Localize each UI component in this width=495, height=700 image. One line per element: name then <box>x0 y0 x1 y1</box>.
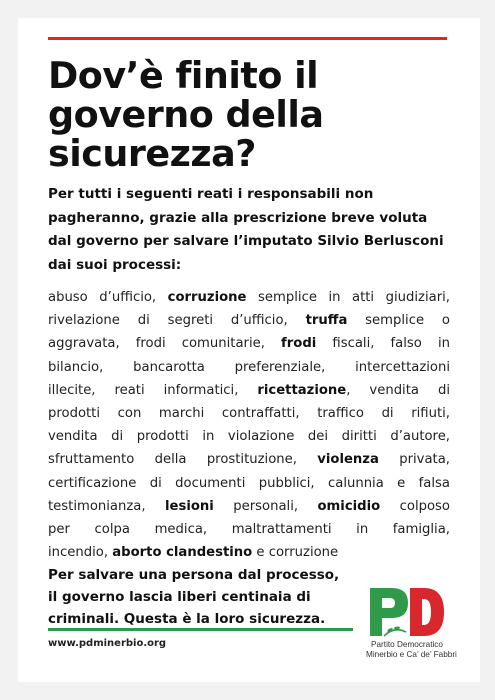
crime-text: semplice o <box>347 313 450 329</box>
lead-line: dal governo per salvare l’imputato Silvio Berlusconi <box>48 233 444 249</box>
lead-line: pagheranno, grazie alla prescrizione breve voluta <box>48 209 428 226</box>
crime-text: testimonianza, <box>48 498 165 514</box>
crime-text: sfruttamento della prostituzione, <box>48 452 318 468</box>
crimes-line <box>48 448 450 471</box>
crimes-line <box>48 379 450 402</box>
bottom-green-rule <box>48 628 353 631</box>
headline-line: Dov’è finito il <box>48 54 319 97</box>
crime-text: fiscali, falso in <box>316 336 450 352</box>
crimes-line <box>48 518 450 541</box>
crime-text: personali, <box>213 498 318 514</box>
crimes-line <box>48 356 450 379</box>
crime-text: , vendita di <box>346 382 450 398</box>
crimes-line <box>48 541 450 564</box>
crime-highlight: truffa <box>305 313 348 329</box>
crime-text: abuso d’ufficio, <box>48 290 168 305</box>
crimes-line <box>48 286 450 309</box>
crime-text: privata, <box>378 452 450 468</box>
logo-caption-line: Minerbio e Ca’ de’ Fabbri <box>366 649 457 659</box>
pd-logo-mark <box>366 586 448 638</box>
crime-highlight: ricettazione <box>257 382 347 398</box>
crime-text: e corruzione <box>252 545 339 561</box>
crime-highlight: violenza <box>317 452 379 468</box>
crime-text: certificazione di documenti pubblici, calunnia e falsa <box>48 475 450 491</box>
headline <box>48 56 448 173</box>
crime-text: vendita di prodotti in violazione dei diritti d’autore, <box>48 429 450 445</box>
logo-caption-line: Partito Democratico <box>371 640 443 649</box>
crime-highlight: lesioni <box>165 498 214 514</box>
crime-text: per colpa medica, maltrattamenti in famiglia, <box>48 522 450 538</box>
headline-line: governo della <box>48 93 324 136</box>
pd-logo <box>366 586 457 676</box>
crimes-line <box>48 472 450 495</box>
lead-line: dai suoi processi: <box>48 256 182 273</box>
crime-text: prodotti con marchi contraffatti, traffico di rifiuti, <box>48 406 450 422</box>
crimes-list-paragraph <box>48 286 450 564</box>
website-link[interactable]: www.pdminerbio.org <box>48 638 167 649</box>
closing-line: Per salvare una persona dal processo, <box>48 567 340 583</box>
lead-paragraph <box>48 183 458 277</box>
closing-line: il governo lascia liberi centinaia di <box>48 589 311 605</box>
flyer-page <box>18 18 480 682</box>
crime-text: semplice in atti giudiziari, <box>246 290 450 305</box>
crime-highlight: corruzione <box>167 290 247 305</box>
crimes-line <box>48 425 450 448</box>
crime-text: aggravata, frodi comunitarie, <box>48 336 282 352</box>
headline-line: sicurezza? <box>48 132 256 175</box>
crime-text: colposo <box>380 498 450 514</box>
crime-highlight: frodi <box>281 336 317 352</box>
closing-line: criminali. Questa è la loro sicurezza. <box>48 611 326 627</box>
crimes-line <box>48 495 450 518</box>
crime-text: illecite, reati informatici, <box>48 382 258 398</box>
logo-caption <box>366 640 457 659</box>
lead-line: Per tutti i seguenti reati i responsabili non <box>48 186 374 202</box>
closing-paragraph <box>48 564 378 630</box>
crimes-line <box>48 332 450 355</box>
crimes-line <box>48 309 450 332</box>
crime-highlight: aborto clandestino <box>112 545 253 561</box>
crime-text: incendio, <box>48 545 113 561</box>
crime-text: bilancio, bancarotta preferenziale, intercettazioni <box>48 359 450 375</box>
crime-text: rivelazione di segreti d’ufficio, <box>48 313 306 329</box>
top-red-rule <box>48 37 447 40</box>
crime-highlight: omicidio <box>317 498 381 514</box>
crimes-line <box>48 402 450 425</box>
